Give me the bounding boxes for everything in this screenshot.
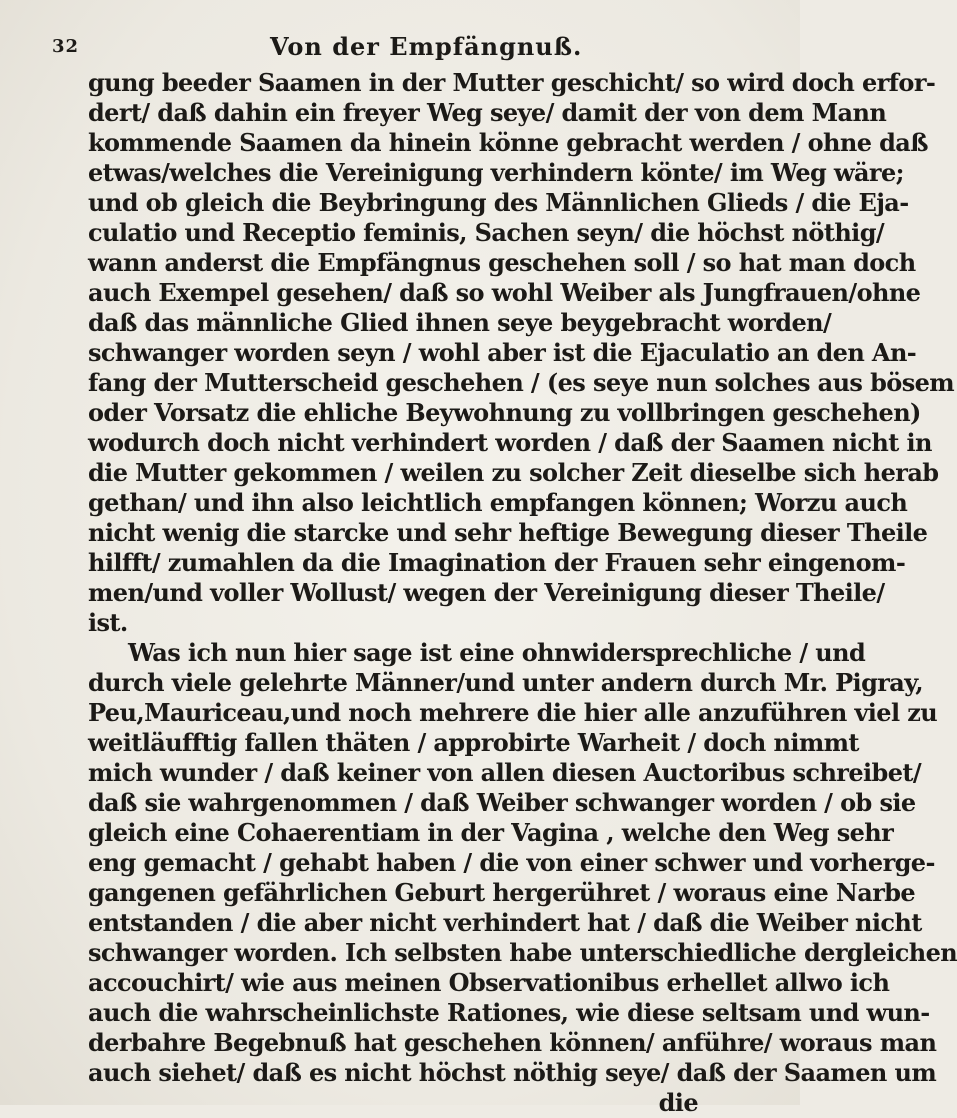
text-line: auch siehet/ daß es nicht höchst nöthig seye/ daß der Saamen um xyxy=(88,1058,937,1087)
text-line: durch viele gelehrte Männer/und unter andern durch Mr. Pigray, xyxy=(88,668,924,697)
text-line: mich wunder / daß keiner von allen diesen Auctoribus schreibet/ xyxy=(88,758,922,787)
text-line: derbahre Begebnuß hat geschehen können/ anführe/ woraus man xyxy=(88,1028,937,1057)
running-title: Von der Empfängnuß. xyxy=(270,32,583,61)
text-line: schwanger worden seyn / wohl aber ist die Ejaculatio an den An- xyxy=(88,338,917,367)
text-line: wodurch doch nicht verhindert worden / daß der Saamen nicht in xyxy=(88,428,932,457)
text-line: wann anderst die Empfängnus geschehen soll / so hat man doch xyxy=(88,248,916,277)
page-number: 32 xyxy=(52,36,80,57)
text-line: nicht wenig die starcke und sehr heftige Bewegung dieser Theile xyxy=(88,518,928,547)
text-line: gleich eine Cohaerentiam in der Vagina , welche den Weg sehr xyxy=(88,818,894,847)
text-line: gung beeder Saamen in der Mutter geschicht/ so wird doch erfor- xyxy=(88,68,936,97)
text-line: auch Exempel gesehen/ daß so wohl Weiber als Jungfrauen/ohne xyxy=(88,278,921,307)
text-line: culatio und Receptio feminis, Sachen seyn/ die höchst nöthig/ xyxy=(88,218,885,247)
text-line: eng gemacht / gehabt haben / die von einer schwer und vorherge- xyxy=(88,848,935,877)
catchword: die xyxy=(658,1088,698,1117)
text-line: oder Vorsatz die ehliche Beywohnung zu vollbringen geschehen) xyxy=(88,398,921,427)
text-line: daß sie wahrgenommen / daß Weiber schwanger worden / ob sie xyxy=(88,788,916,817)
text-line: dert/ daß dahin ein freyer Weg seye/ damit der von dem Mann xyxy=(88,98,887,127)
text-line: schwanger worden. Ich selbsten habe unterschiedliche dergleichen xyxy=(88,938,957,967)
text-line: Peu,Mauriceau,und noch mehrere die hier alle anzuführen viel zu xyxy=(88,698,938,727)
text-line: accouchirt/ wie aus meinen Observationibus erhellet allwo ich xyxy=(88,968,890,997)
text-line: kommende Saamen da hinein könne gebracht werden / ohne daß xyxy=(88,128,928,157)
text-line: etwas/welches die Vereinigung verhindern könte/ im Weg wäre; xyxy=(88,158,904,187)
body-text xyxy=(88,68,957,1118)
text-line: die Mutter gekommen / weilen zu solcher Zeit dieselbe sich herab xyxy=(88,458,939,487)
text-line: hilfft/ zumahlen da die Imagination der Frauen sehr eingenom- xyxy=(88,548,906,577)
page-header xyxy=(40,32,760,60)
text-line: gethan/ und ihn also leichtlich empfangen können; Worzu auch xyxy=(88,488,908,517)
text-line: und ob gleich die Beybringung des Männlichen Glieds / die Eja- xyxy=(88,188,909,217)
text-line: ist. xyxy=(88,608,128,637)
text-line: gangenen gefährlichen Geburt hergerühret / woraus eine Narbe xyxy=(88,878,916,907)
text-line: men/und voller Wollust/ wegen der Vereinigung dieser Theile/ xyxy=(88,578,885,607)
text-line: entstanden / die aber nicht verhindert hat / daß die Weiber nicht xyxy=(88,908,922,937)
text-line: fang der Mutterscheid geschehen / (es seye nun solches aus bösem xyxy=(88,368,955,397)
text-line: auch die wahrscheinlichste Rationes, wie diese seltsam und wun- xyxy=(88,998,930,1027)
text-line: weitläufftig fallen thäten / approbirte Warheit / doch nimmt xyxy=(88,728,859,757)
text-line: daß das männliche Glied ihnen seye beygebracht worden/ xyxy=(88,308,832,337)
text-line: Was ich nun hier sage ist eine ohnwidersprechliche / und xyxy=(128,638,866,667)
